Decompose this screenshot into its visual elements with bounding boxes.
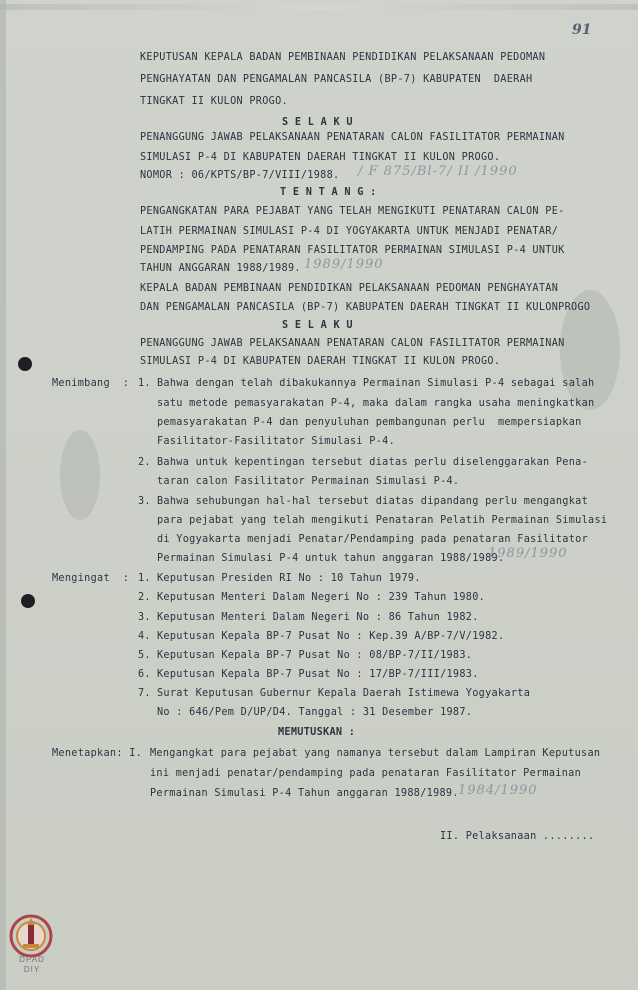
header-line-3: TINGKAT II KULON PROGO. xyxy=(140,96,288,107)
menimbang-item-2-num: 2. xyxy=(138,457,151,468)
header-line-8: PENDAMPING PADA PENATARAN FASILITATOR PERMAINAN SIMULASI P-4 UNTUK xyxy=(140,245,565,256)
menimbang-item-1-line: Bahwa dengan telah dibakukannya Permainan Simulasi P-4 sebagai salah xyxy=(157,378,595,389)
header-line-10: KEPALA BADAN PEMBINAAN PENDIDIKAN PELAKSANAAN PEDOMAN PENGHAYATAN xyxy=(140,283,559,294)
menimbang-label: Menimbang : xyxy=(52,378,130,389)
mengingat-item-text: Keputusan Presiden RI No : 10 Tahun 1979. xyxy=(157,573,421,584)
mengingat-item-text: Keputusan Menteri Dalam Negeri No : 86 Tahun 1982. xyxy=(157,612,479,623)
paper-stain xyxy=(60,430,100,520)
mengingat-item-num: 4. xyxy=(138,631,151,642)
menetapkan-line: ini menjadi penatar/pendamping pada penataran Fasilitator Permainan xyxy=(150,768,582,779)
mengingat-item-num: 3. xyxy=(138,612,151,623)
punch-hole-top xyxy=(18,357,32,371)
menimbang-item-1-line: pemasyarakatan P-4 dan penyuluhan pembangunan perlu mempersiapkan xyxy=(157,417,582,428)
menetapkan-line: Permainan Simulasi P-4 Tahun anggaran 1988/1989. xyxy=(150,788,459,799)
selaku-heading-1: S E L A K U xyxy=(282,117,353,128)
menimbang-item-3-line: Permainan Simulasi P-4 untuk tahun anggaran 1988/1989. xyxy=(157,553,505,564)
header-line-2: PENGHAYATAN DAN PENGAMALAN PANCASILA (BP-7) KABUPATEN DAERAH xyxy=(140,74,533,85)
menimbang-item-3-num: 3. xyxy=(138,496,151,507)
logo-text-line-1: DPAD xyxy=(19,955,45,964)
menimbang-item-1-line: Fasilitator-Fasilitator Simulasi P-4. xyxy=(157,436,396,447)
menimbang-item-2-line: taran calon Fasilitator Permainan Simulasi P-4. xyxy=(157,476,460,487)
continuation-marker: II. Pelaksanaan ........ xyxy=(440,831,595,842)
header-line-5: SIMULASI P-4 DI KABUPATEN DAERAH TINGKAT II KULON PROGO. xyxy=(140,152,501,163)
handwritten-year-note: 1989/1990 xyxy=(488,546,568,561)
header-line-1: KEPUTUSAN KEPALA BADAN PEMBINAAN PENDIDIKAN PELAKSANAAN PEDOMAN xyxy=(140,52,546,63)
menetapkan-line: Mengangkat para pejabat yang namanya tersebut dalam Lampiran Keputusan xyxy=(150,748,601,759)
memutuskan-heading: MEMUTUSKAN : xyxy=(278,727,356,738)
handwritten-year-note: 1984/1990 xyxy=(458,783,538,798)
menimbang-item-2-line: Bahwa untuk kepentingan tersebut diatas perlu diselenggarakan Pena- xyxy=(157,457,589,468)
header-line-9: TAHUN ANGGARAN 1988/1989. xyxy=(140,263,301,274)
menimbang-item-1-line: satu metode pemasyarakatan P-4, maka dalam rangka usaha meningkatkan xyxy=(157,398,595,409)
header-line-4: PENANGGUNG JAWAB PELAKSANAAN PENATARAN CALON FASILITATOR PERMAINAN xyxy=(140,132,565,143)
nomor-line: NOMOR : 06/KPTS/BP-7/VIII/1988. xyxy=(140,170,340,181)
header-line-12: PENANGGUNG JAWAB PELAKSANAAN PENATARAN CALON FASILITATOR PERMAINAN xyxy=(140,338,565,349)
punch-hole-bottom xyxy=(21,594,35,608)
header-line-6: PENGANGKATAN PARA PEJABAT YANG TELAH MENGIKUTI PENATARAN CALON PE- xyxy=(140,206,565,217)
tentang-heading: T E N T A N G : xyxy=(280,187,377,198)
handwritten-year-note: 1989/1990 xyxy=(304,257,384,272)
mengingat-item-text: No : 646/Pem D/UP/D4. Tanggal : 31 Desember 1987. xyxy=(157,707,473,718)
menetapkan-label: Menetapkan: I. xyxy=(52,748,143,759)
menimbang-item-3-line: Bahwa sehubungan hal-hal tersebut diatas dipandang perlu mengangkat xyxy=(157,496,589,507)
mengingat-item-text: Keputusan Kepala BP-7 Pusat No : 17/BP-7/III/1983. xyxy=(157,669,479,680)
mengingat-item-num: 6. xyxy=(138,669,151,680)
header-line-11: DAN PENGAMALAN PANCASILA (BP-7) KABUPATEN DAERAH TINGKAT II KULONPROGO xyxy=(140,302,591,313)
mengingat-item-num: 7. xyxy=(138,688,151,699)
mengingat-item-num: 5. xyxy=(138,650,151,661)
header-line-7: LATIH PERMAINAN SIMULASI P-4 DI YOGYAKARTA UNTUK MENJADI PENATAR/ xyxy=(140,226,559,237)
mengingat-item-text: Surat Keputusan Gubernur Kepala Daerah Istimewa Yogyakarta xyxy=(157,688,531,699)
paper-top-edge xyxy=(0,4,638,10)
paper-left-edge xyxy=(0,0,6,990)
menimbang-item-1-num: 1. xyxy=(138,378,151,389)
selaku-heading-2: S E L A K U xyxy=(282,320,353,331)
mengingat-label: Mengingat : xyxy=(52,573,130,584)
header-line-13: SIMULASI P-4 DI KABUPATEN DAERAH TINGKAT II KULON PROGO. xyxy=(140,356,501,367)
handwritten-reference: / F 875/Bl-7/ II /1990 xyxy=(358,164,518,179)
mengingat-item-text: Keputusan Kepala BP-7 Pusat No : 08/BP-7/II/1983. xyxy=(157,650,473,661)
mengingat-item-num: 1. xyxy=(138,573,151,584)
archive-logo-text xyxy=(10,955,54,975)
logo-text-line-2: DIY xyxy=(23,965,41,974)
menimbang-item-3-line: para pejabat yang telah mengikuti Penataran Pelatih Permainan Simulasi xyxy=(157,515,608,526)
mengingat-item-text: Keputusan Menteri Dalam Negeri No : 239 Tahun 1980. xyxy=(157,592,486,603)
page-number: 91 xyxy=(572,22,592,38)
mengingat-item-text: Keputusan Kepala BP-7 Pusat No : Kep.39 A/BP-7/V/1982. xyxy=(157,631,505,642)
menimbang-item-3-line: di Yogyakarta menjadi Penatar/Pendamping pada penataran Fasilitator xyxy=(157,534,589,545)
mengingat-item-num: 2. xyxy=(138,592,151,603)
